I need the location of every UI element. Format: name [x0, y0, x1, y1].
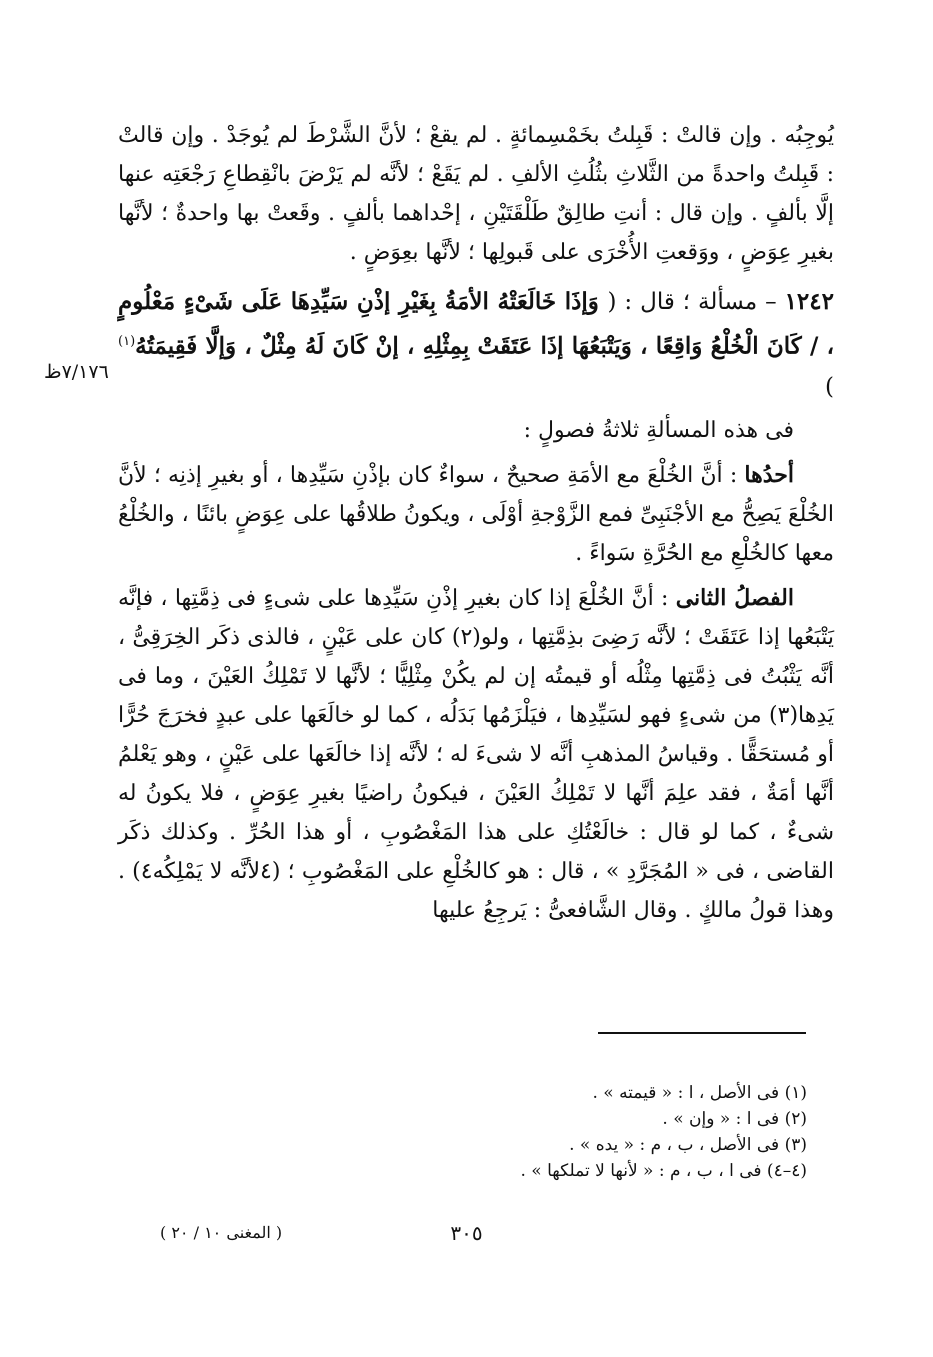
second-section-label: الفصلُ الثانى: [675, 584, 794, 611]
first-section-text: : أنَّ الخُلْعَ مع الأمَةِ صحيحٌ ، سواءٌ كان بإذْنِ سَيِّدِها ، أو بغيرِ إذنِه ؛ لأنَّ الخُلْعَ يَصِحُّ مع الأجْنَبِىِّ فمع الزَّوْجةِ أوْلَى ، ويكونُ طلاقُها على عِوَضٍ بائنًا ، والخُلْعُ معها كالخُلْعِ مع الحُرَّةِ سَواءً .: [118, 462, 834, 566]
main-text: [118, 116, 834, 930]
issue-intro: – مسألة ؛ قال : (: [607, 289, 785, 315]
issue-footnote-marker: (١): [118, 334, 136, 349]
footnotes: [387, 1080, 807, 1184]
second-section: [118, 579, 834, 930]
first-section: [118, 456, 834, 573]
continuation-paragraph: يُوجِبُه . وإن قالتْ : قَبِلتُ بخَمْسِمائةٍ . لم يقعْ ؛ لأنَّ الشَّرْطَ لم يُوجَدْ . وإن قالتْ : قَبِلتُ واحدةً من الثَّلاثِ بثُلُثِ الألفِ . لم يَقَعْ ؛ لأنَّه لم يَرْضَ بانْقِطاعِ رَجْعَتِه عنها إلَّا بألفٍ . وإن قال : أنتِ طالِقٌ طَلْقَتَيْنِ ، إحْداهما بألفٍ . وقَعتْ بها واحدةٌ ؛ لأنَّها بغيرِ عِوَضٍ ، ووَقعتِ الأُخْرَى على قَبولِها ؛ لأنَّها بعِوَضٍ .: [118, 123, 834, 265]
footnote-separator: [598, 1032, 806, 1034]
first-section-label: أحدُها: [744, 461, 794, 488]
issue-text: وَإذَا خَالَعَتْهُ الأمَةُ بِغَيْرِ إذْنِ سَيِّدِهَا عَلَى شَىْءٍ مَعْلُومٍ ، / كَانَ الْخُلْعُ وَاقِعًا ، وَيَتْبَعُهَا إذَا عَتَقَتْ بِمِثْلِهِ ، إنْ كَانَ لَهُ مِثْلٌ ، وَإلَّا فَقِيمَتُهُ: [118, 288, 834, 360]
footnote: (٤–٤) فى ا ، ب ، م : « لأنها لا تملكها » .: [520, 1161, 807, 1181]
footnote: (٣) فى الأصل ، ب ، م : « يده » .: [569, 1135, 807, 1155]
margin-reference: ٧/١٧٦ظ: [44, 361, 109, 383]
page-number: ٣٠٥: [450, 1221, 483, 1245]
footnote: (٢) فى ا : « وإن » .: [662, 1109, 807, 1129]
issue-paragraph: [118, 282, 834, 407]
sections-intro: فى هذه المسألةِ ثلاثةُ فصولٍ :: [523, 417, 794, 443]
footnote: (١) فى الأصل ، ا : « قيمته » .: [592, 1083, 807, 1103]
issue-number: ١٢٤٢: [784, 288, 834, 315]
issue-close: ): [825, 373, 834, 400]
second-section-text: : أنَّ الخُلْعَ إذا كان بغيرِ إذْنِ سَيِّدِها على شىءٍ فى ذِمَّتِها ، فإنَّه يَتْبَعُها إذا عَتَقَتْ ؛ لأنَّه رَضِىَ بذِمَّتِها ، ولو(٢) كان على عَيْنٍ ، فالذى ذكَر الخِرَقِىُّ ، أنَّه يَثْبُتُ فى ذِمَّتِها مِثْلُه أو قيمتُه إن لم يكُنْ مِثْلِيًّا ؛ لأنَّها لا تَمْلِكُ العَيْنَ ، وما فى يَدِها(٣) من شىءٍ فهو لسَيِّدِها ، فيَلْزَمُها بَدَلُه ، كما لو خالَعَها على عبدٍ فخرَجَ حُرًّا أو مُستحَقًّا . وقياسُ المذهبِ أنَّه لا شىءَ له ؛ لأنَّه إذا خالَعَها على عَيْنٍ ، وهو يَعْلمُ أنَّها أمَةٌ ، فقد علِمَ أنَّها لا تَمْلِكُ العَيْنَ ، فيكونُ راضيًا بغيرِ عِوَضٍ ، فلا يكونُ له شىءٌ ، كما لو قال : خالَعْتُكِ على هذا المَغْصُوبِ ، أو هذا الحُرِّ . وكذلك ذكَر القاضى ، فى « المُجَرَّدِ » ، قال : هو كالخُلْعِ على المَغْصُوبِ ؛ (٤لأنَّه لا يَمْلِكُه٤) . وهذا قولُ مالكٍ . وقال الشَّافعىُّ : يَرجِعُ عليها: [118, 585, 834, 923]
volume-signature: ( المغنى ١٠ / ٢٠ ): [160, 1223, 283, 1242]
